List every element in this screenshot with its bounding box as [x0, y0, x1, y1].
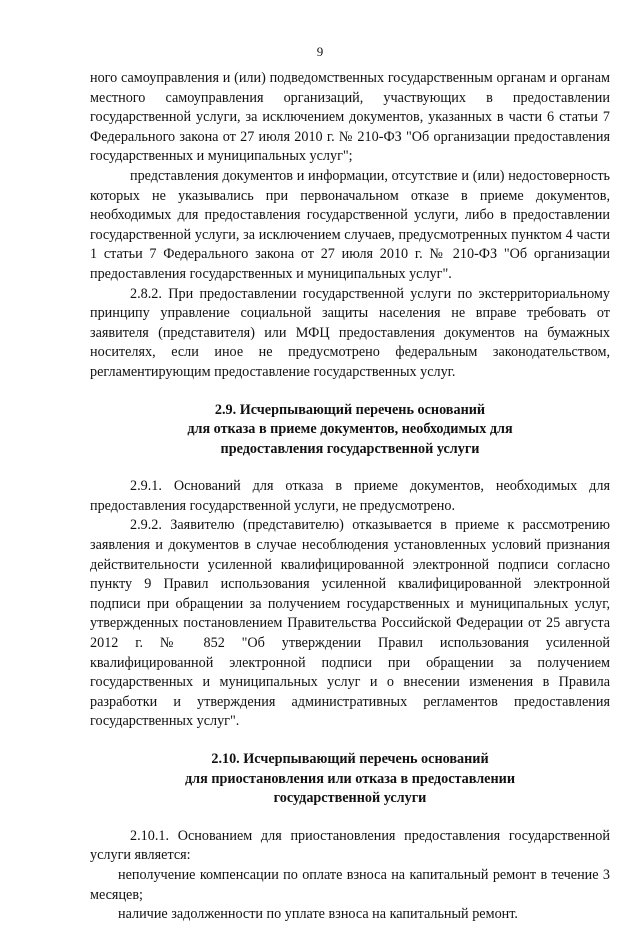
section-heading-2-9: [90, 401, 610, 460]
heading-line: предоставления государственной услуги: [220, 440, 480, 457]
section-heading-2-10: [90, 750, 610, 809]
heading-line: 2.9. Исчерпывающий перечень оснований: [214, 401, 486, 418]
paragraph-2-9-1: 2.9.1. Оснований для отказа в приеме документов, необходимых для предоставления государственной услуги, не предусмотрено.: [90, 478, 610, 514]
heading-line: государственной услуги: [273, 790, 427, 807]
heading-line: для приостановления или отказа в предоставлении: [184, 770, 515, 787]
paragraph-continuation: ного самоуправления и (или) подведомственных государственным органам и органам местного самоуправления организаций, участвующих в предоставлении государственной услуги, за исключением документов, указанных в части 6 статьи 7 Федерального закона от 27 июля 2010 г. № 210-ФЗ "Об организации предоставления государственных и муниципальных услуг";: [90, 70, 610, 165]
document-body: [90, 69, 610, 925]
paragraph-debt: наличие задолженности по уплате взноса на капитальный ремонт.: [118, 906, 518, 923]
paragraph-2-8-2: 2.8.2. При предоставлении государственной услуги по экстерриториальному принципу управление социальной защиты населения не вправе требовать от заявителя (представителя) или МФЦ предоставления документов на бумажных носителях, если иное не предусмотрено федеральным законодательством, регламентирующим предоставление государственных услуг.: [90, 285, 610, 380]
heading-line: для отказа в приеме документов, необходимых для: [187, 421, 513, 438]
paragraph-2-9-2: 2.9.2. Заявителю (представителю) отказывается в приеме к рассмотрению заявления и документов в случае несоблюдения установленных условий признания действительности усиленной квалифицированной электронной подписи согласно пункту 9 Правил использования усиленной квалифицированной электронной подписи при обращении за получением государственных и муниципальных услуг, утвержденных постановлением Правительства Российской Федерации от 25 августа 2012 г. № 852 "Об утверждении Правил использования усиленной квалифицированной электронной подписи при обращении за получением государственных и муниципальных услуг и о внесении изменения в Правила разработки и утверждения административных регламентов предоставления государственных услуг".: [90, 517, 610, 730]
paragraph-documents-info: представления документов и информации, отсутствие и (или) недостоверность которых не указывались при первоначальном отказе в приеме документов, необходимых для предоставления государственной услуги, либо в предоставлении государственной услуги, за исключением случаев, предусмотренных пунктом 4 части 1 статьи 7 Федерального закона от 27 июля 2010 г. № 210-ФЗ "Об организации предоставления государственных и муниципальных услуг".: [90, 167, 610, 282]
heading-line: 2.10. Исчерпывающий перечень оснований: [211, 751, 489, 767]
paragraph-2-10-1: 2.10.1. Основанием для приостановления предоставления государственной услуги является:: [90, 827, 610, 864]
paragraph-compensation: неполучение компенсации по оплате взноса на капитальный ремонт в течение 3 месяцев;: [90, 866, 610, 903]
page-number: 9: [316, 44, 324, 59]
